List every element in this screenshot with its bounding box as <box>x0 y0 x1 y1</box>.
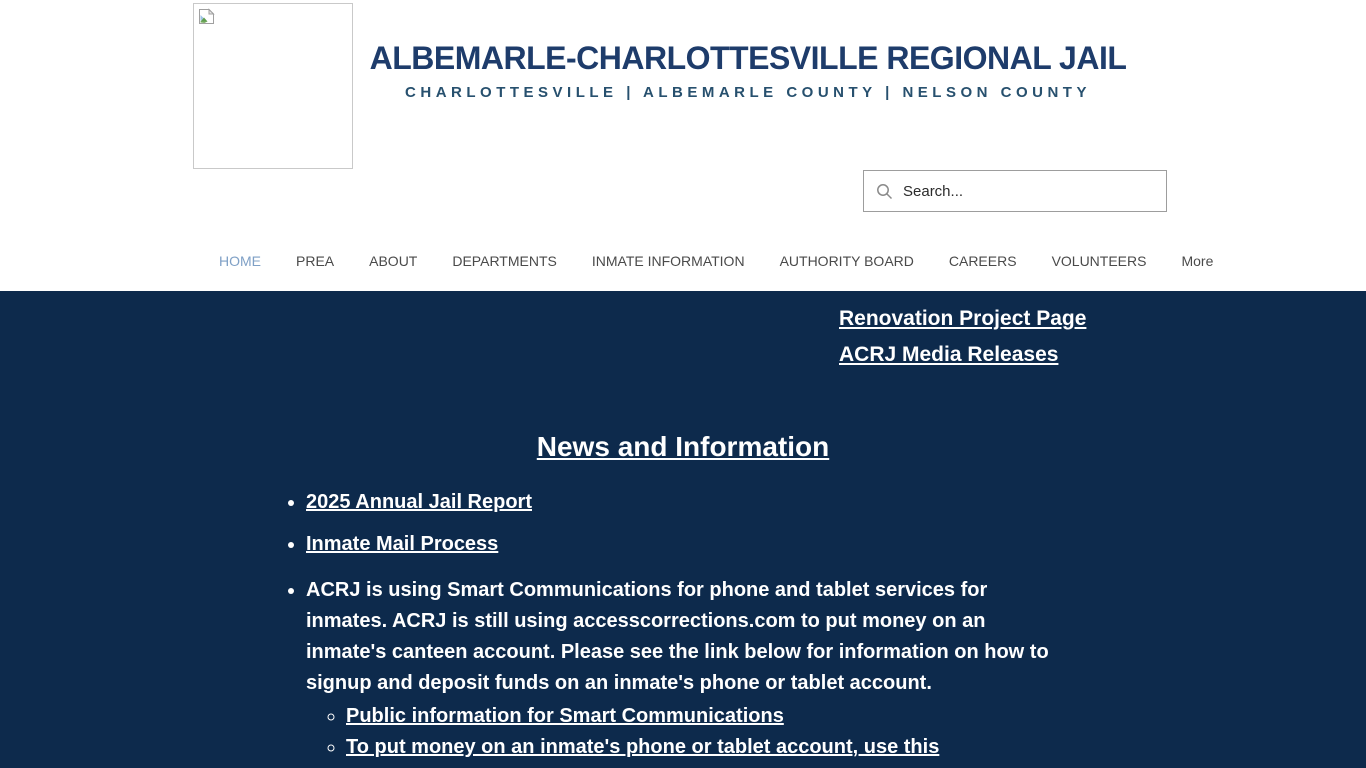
broken-image-icon <box>198 8 216 31</box>
search-box <box>863 170 1167 212</box>
list-item <box>306 491 1066 513</box>
nav-item-about[interactable]: ABOUT <box>369 253 418 269</box>
nav-item-authority-board[interactable]: AUTHORITY BOARD <box>779 253 914 269</box>
annual-jail-report-link[interactable]: 2025 Annual Jail Report <box>306 491 532 513</box>
smart-communications-info-link[interactable]: Public information for Smart Communications <box>346 705 784 727</box>
quick-links <box>839 301 1086 373</box>
list-item <box>306 533 1066 555</box>
news-list <box>276 491 1066 763</box>
search-icon <box>876 183 893 200</box>
deposit-funds-link[interactable]: To put money on an inmate's phone or tablet account, use this <box>346 736 940 758</box>
site-title-block <box>353 40 1143 101</box>
nav-item-departments[interactable]: DEPARTMENTS <box>452 253 557 269</box>
page-title: ALBEMARLE-CHARLOTTESVILLE REGIONAL JAIL <box>369 40 1127 76</box>
site-logo[interactable] <box>193 3 353 169</box>
media-releases-link[interactable]: ACRJ Media Releases <box>839 343 1059 366</box>
list-item <box>346 701 1066 732</box>
renovation-project-link[interactable]: Renovation Project Page <box>839 307 1087 330</box>
inmate-mail-process-link[interactable]: Inmate Mail Process <box>306 533 499 555</box>
nav-item-careers[interactable]: CAREERS <box>948 253 1017 269</box>
search-input[interactable] <box>903 183 1154 200</box>
main-content <box>0 291 1366 768</box>
main-nav <box>219 253 1213 269</box>
nav-item-inmate-information[interactable]: INMATE INFORMATION <box>591 253 745 269</box>
nav-item-volunteers[interactable]: VOLUNTEERS <box>1051 253 1147 269</box>
nav-item-more[interactable]: More <box>1181 253 1214 269</box>
smart-communications-paragraph: • ACRJ is using Smart Communications for phone and tablet services for inmates. ACRJ is still using accesscorrections.com to put money on an inmate's canteen account. Please see the link below for information on how to signup and deposit funds on an inmate's phone or tablet account. <box>306 579 1049 694</box>
news-sub-list <box>306 701 1066 763</box>
news-heading: News and Information <box>536 431 830 462</box>
nav-item-home[interactable]: HOME <box>219 253 261 269</box>
nav-item-prea[interactable]: PREA <box>296 253 335 269</box>
list-item <box>306 575 1066 763</box>
list-item <box>346 732 1066 763</box>
page-subtitle: CHARLOTTESVILLE | ALBEMARLE COUNTY | NELSON COUNTY <box>405 84 1091 101</box>
site-header <box>0 0 1366 291</box>
